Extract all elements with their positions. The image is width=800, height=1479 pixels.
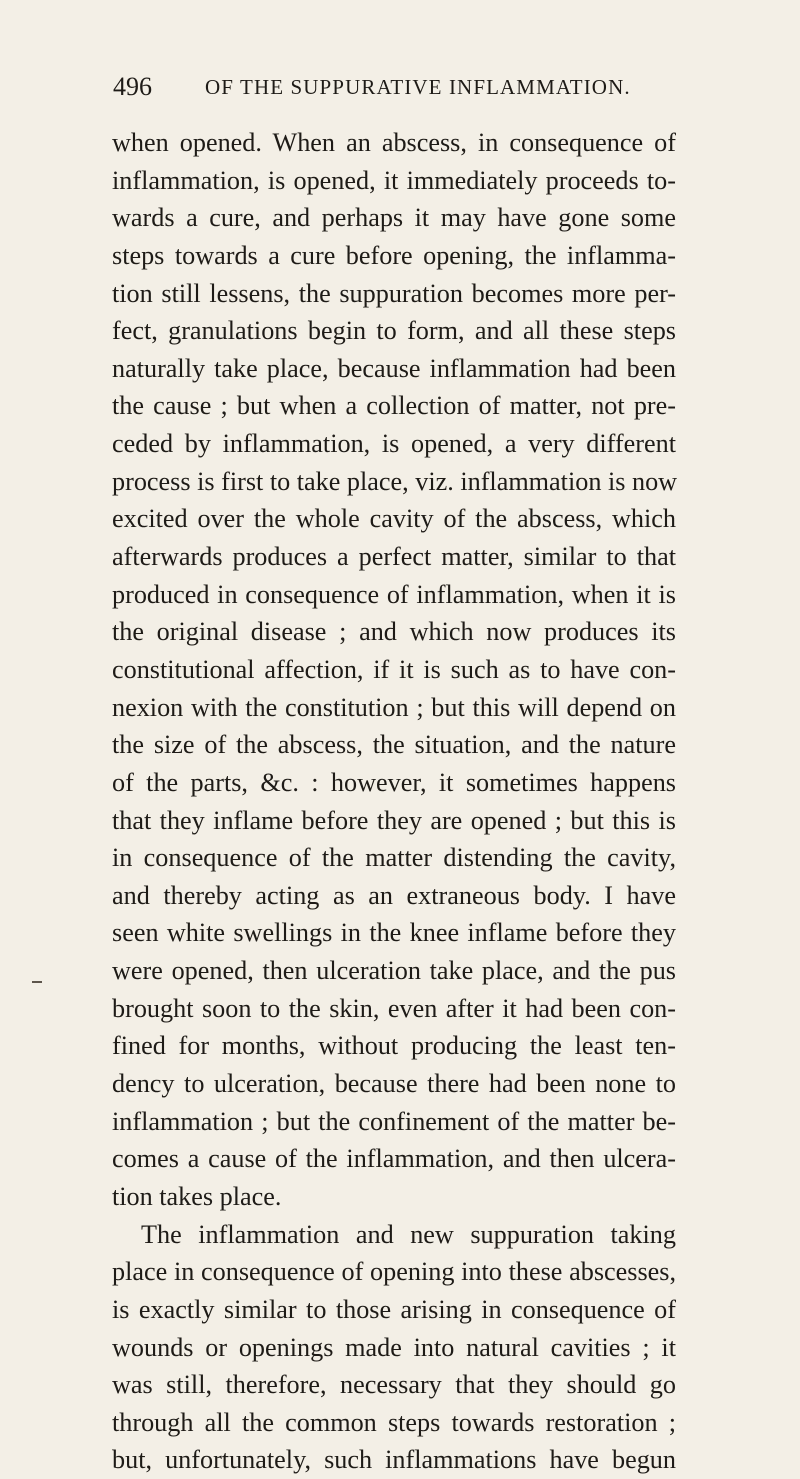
text-line: the cause ; but when a collection of matter, not pre-: [112, 391, 676, 421]
paragraph-end-line: tion takes place.: [112, 1181, 282, 1211]
body-text: [112, 124, 678, 1475]
text-line: constitutional affection, if it is such as to have con-: [112, 654, 676, 684]
margin-dash-mark: [32, 981, 42, 983]
text-line: when opened. When an abscess, in consequence of: [112, 128, 676, 157]
text-line: the original disease ; and which now produces its: [112, 617, 676, 647]
paragraph-start-line: The inflammation and new suppuration taking: [141, 1219, 676, 1249]
text-line: brought soon to the skin, even after it had been con-: [112, 993, 676, 1023]
text-line: the size of the abscess, the situation, and the nature: [112, 730, 676, 760]
text-line: in consequence of the matter distending the cavity,: [112, 843, 676, 873]
text-line: ceded by inflammation, is opened, a very different: [112, 429, 676, 459]
text-line: inflammation ; but the confinement of the matter be-: [112, 1106, 676, 1136]
chapter-title: OF THE SUPPURATIVE INFLAMMATION.: [205, 75, 631, 99]
text-line: process is first to take place, viz. inflammation is now: [112, 466, 678, 496]
text-line: is exactly similar to those arising in consequence of: [112, 1294, 676, 1324]
text-line: inflammation, is opened, it immediately proceeds to-: [112, 165, 676, 195]
text-line: wards a cure, and perhaps it may have gone some: [112, 203, 676, 233]
text-line: fect, granulations begin to form, and all these steps: [112, 316, 676, 346]
text-line: were opened, then ulceration take place, and the pus: [112, 956, 676, 986]
text-line: that they inflame before they are opened ; but this is: [112, 805, 676, 835]
text-line: but, unfortunately, such inflammations have begun: [112, 1445, 676, 1475]
page-number: 496: [113, 72, 152, 101]
text-line: steps towards a cure before opening, the inflamma-: [112, 240, 676, 270]
text-line: nexion with the constitution ; but this will depend on: [112, 692, 676, 722]
text-line: afterwards produces a perfect matter, similar to that: [112, 542, 676, 572]
text-line: comes a cause of the inflammation, and then ulcera-: [112, 1144, 676, 1174]
text-line: through all the common steps towards restoration ;: [112, 1407, 676, 1437]
text-line: was still, therefore, necessary that they should go: [112, 1370, 676, 1400]
text-line: tion still lessens, the suppuration becomes more per-: [112, 278, 676, 308]
text-line: place in consequence of opening into these abscesses,: [112, 1257, 676, 1287]
text-line: and thereby acting as an extraneous body. I have: [112, 880, 676, 910]
text-line: dency to ulceration, because there had been none to: [112, 1069, 676, 1099]
text-line: of the parts, &c. : however, it sometimes happens: [112, 767, 676, 797]
text-line: wounds or openings made into natural cavities ; it: [112, 1332, 676, 1362]
text-line: produced in consequence of inflammation, when it is: [112, 579, 676, 609]
text-line: fined for months, without producing the least ten-: [112, 1031, 676, 1061]
text-line: seen white swellings in the knee inflame before they: [112, 918, 676, 948]
running-head: [113, 67, 673, 107]
text-line: naturally take place, because inflammation had been: [112, 353, 676, 383]
text-line: excited over the whole cavity of the abscess, which: [112, 504, 676, 534]
